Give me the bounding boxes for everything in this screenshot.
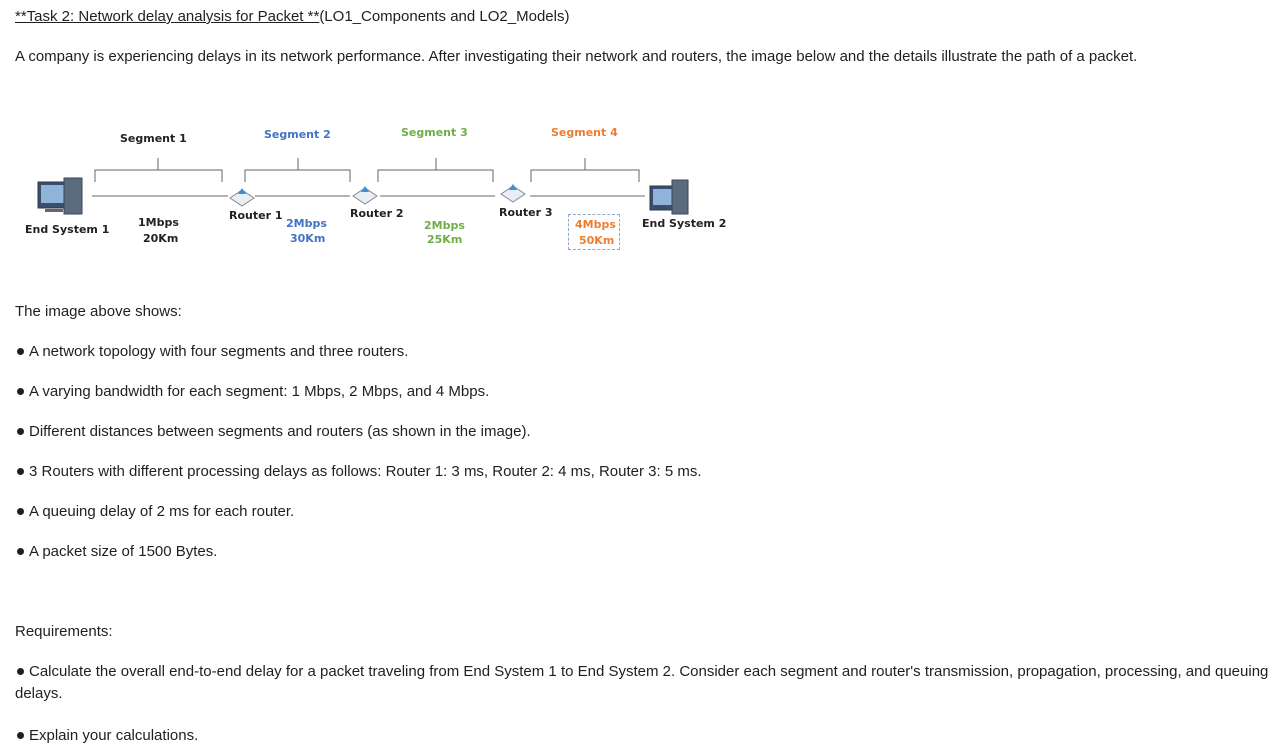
shows-bullet-2 (15, 381, 489, 403)
segment-4-label: Segment 4 (551, 126, 618, 139)
requirements-bullet-1 (15, 661, 1273, 705)
segment-2-label: Segment 2 (264, 128, 331, 141)
requirements-bullet-2 (15, 725, 198, 747)
bullet-text: Explain your calculations. (29, 727, 199, 744)
bullet-text: A network topology with four segments and three routers. (29, 343, 409, 360)
segment-1-distance: 20Km (143, 232, 179, 245)
router-2-label: Router 2 (350, 207, 404, 220)
segment-3-label: Segment 3 (401, 126, 468, 139)
bullet-icon (15, 725, 29, 747)
end-system-2-label: End System 2 (642, 217, 727, 230)
segment-3-bandwidth: 2Mbps (424, 219, 465, 232)
bullet-icon (15, 421, 29, 443)
task-title: **Task 2: Network delay analysis for Packet ** (15, 8, 320, 25)
segment-2-bracket (245, 158, 350, 182)
network-topology-diagram (0, 110, 760, 270)
shows-heading: The image above shows: (15, 303, 182, 320)
bullet-icon (15, 661, 29, 683)
segment-4-bracket (531, 158, 639, 182)
segment-2-bandwidth: 2Mbps (286, 217, 327, 230)
bullet-text: 3 Routers with different processing delays as follows: Router 1: 3 ms, Router 2: 4 ms, Router 3: 5 ms. (29, 463, 702, 480)
requirements-heading: Requirements: (15, 623, 113, 640)
bullet-text: A packet size of 1500 Bytes. (29, 543, 218, 560)
task-title-line (15, 6, 569, 28)
bullet-text: Calculate the overall end-to-end delay for a packet traveling from End System 1 to End System 2. Consider each segment and router's transmission, propagation, processing, and queuing delays. (15, 663, 1269, 702)
router-2-icon (353, 186, 377, 204)
bullet-icon (15, 341, 29, 363)
router-1-label: Router 1 (229, 209, 283, 222)
end-system-1-label: End System 1 (25, 223, 110, 236)
segment-1-label: Segment 1 (120, 132, 187, 145)
bullet-text: A queuing delay of 2 ms for each router. (29, 503, 295, 520)
shows-bullet-1 (15, 341, 408, 363)
shows-bullet-4 (15, 461, 702, 483)
shows-bullet-3 (15, 421, 531, 443)
segment-2-distance: 30Km (290, 232, 326, 245)
end-system-2-icon (650, 180, 688, 214)
segment-3-bracket (378, 158, 493, 182)
bullet-icon (15, 541, 29, 563)
router-3-label: Router 3 (499, 206, 553, 219)
bullet-text: A varying bandwidth for each segment: 1 Mbps, 2 Mbps, and 4 Mbps. (29, 383, 490, 400)
bullet-icon (15, 381, 29, 403)
router-3-icon (501, 184, 525, 202)
segment-4-bandwidth: 4Mbps (575, 218, 616, 231)
end-system-1-icon (38, 178, 82, 214)
segment-1-bracket (95, 158, 222, 182)
segment-3-distance: 25Km (427, 233, 463, 246)
shows-bullet-5 (15, 501, 294, 523)
bullet-icon (15, 461, 29, 483)
topology-lines (0, 110, 760, 270)
bullet-text: Different distances between segments and routers (as shown in the image). (29, 423, 531, 440)
intro-paragraph: A company is experiencing delays in its network performance. After investigating their network and routers, the image below and the details illustrate the path of a packet. (15, 48, 1138, 65)
segment-4-distance: 50Km (579, 234, 615, 247)
task-title-suffix: (LO1_Components and LO2_Models) (319, 8, 570, 25)
bullet-icon (15, 501, 29, 523)
segment-1-bandwidth: 1Mbps (138, 216, 179, 229)
router-1-icon (230, 188, 254, 206)
shows-bullet-6 (15, 541, 217, 563)
